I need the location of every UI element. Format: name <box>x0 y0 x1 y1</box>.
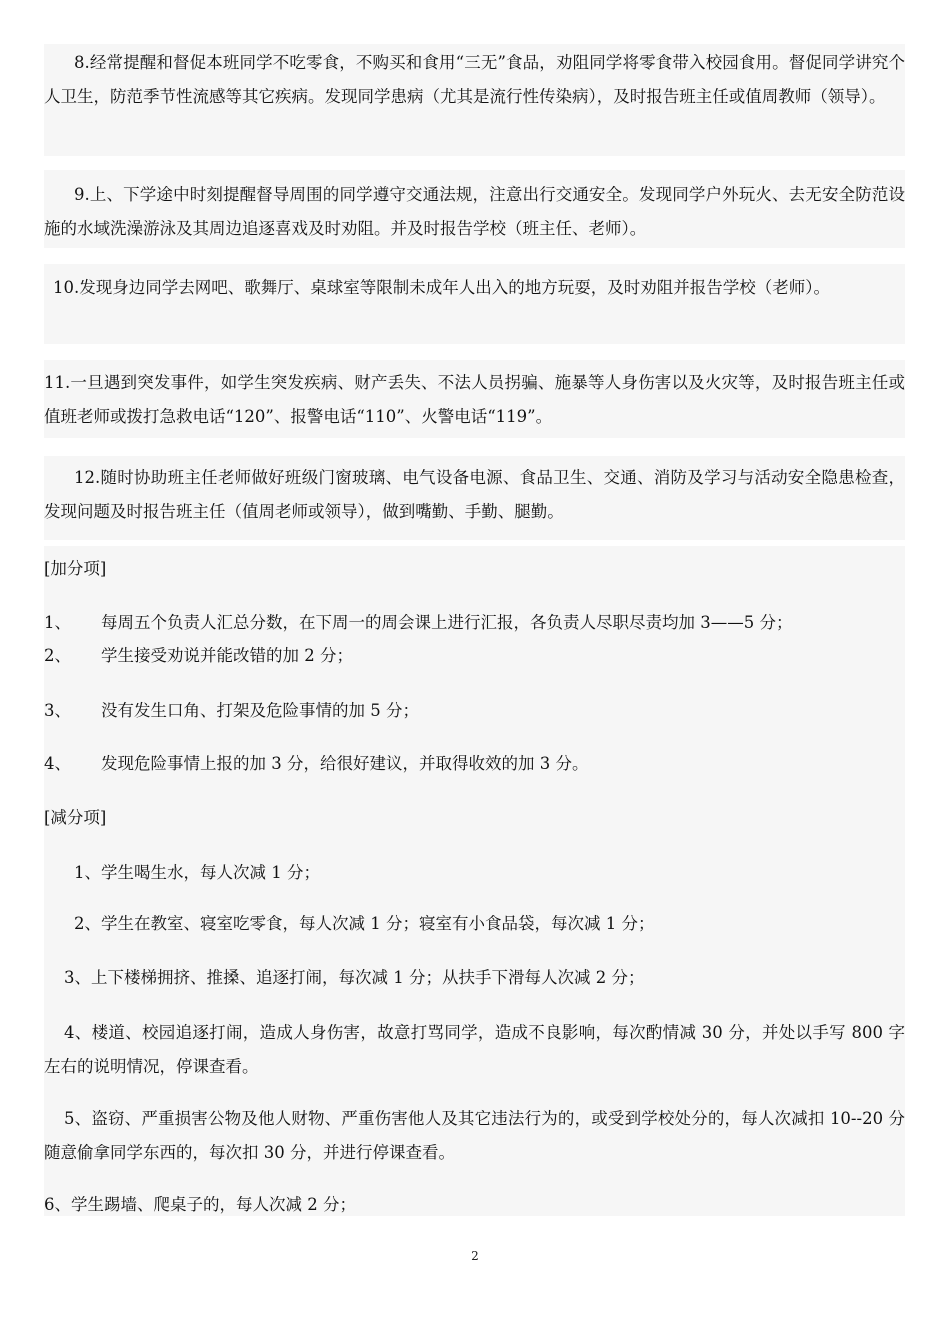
bonus-heading: [加分项] <box>44 559 107 578</box>
bonus-item-number: 1、 <box>44 613 71 632</box>
penalty-item: 2、学生在教室、寝室吃零食，每人次减 1 分；寝室有小食品袋，每次减 1 分； <box>74 914 655 933</box>
penalty-item: 5、盗窃、严重损害公物及他人财物、严重伤害他人及其它违法行为的，或受到学校处分的，每人次减扣 10--20 分随意偷拿同学东西的，每次扣 30 分，并进行停课查看。 <box>44 1109 905 1162</box>
bonus-item <box>44 747 905 781</box>
bonus-item-text: 发现危险事情上报的加 3 分，给很好建议，并取得收效的加 3 分。 <box>101 754 589 773</box>
bonus-item <box>44 694 905 728</box>
bonus-item-number: 4、 <box>44 754 71 773</box>
penalty-item: 6、学生踢墙、爬桌子的，每人次减 2 分； <box>44 1195 356 1214</box>
paragraph-9: 9.上、下学途中时刻提醒督导周围的同学遵守交通法规，注意出行交通安全。发现同学户外玩火、去无安全防范设施的水域洗澡游泳及其周边追逐喜戏及时劝阻。并及时报告学校（班主任、老师）。 <box>44 185 905 238</box>
bonus-item-text: 没有发生口角、打架及危险事情的加 5 分； <box>101 701 419 720</box>
paragraph-8: 8.经常提醒和督促本班同学不吃零食，不购买和食用“三无”食品，劝阻同学将零食带入校园食用。督促同学讲究个人卫生，防范季节性流感等其它疾病。发现同学患病（尤其是流行性传染病），及时报告班主任或值周教师（领导）。 <box>44 53 905 106</box>
penalty-heading: [减分项] <box>44 808 107 827</box>
page-number: 2 <box>471 1249 479 1263</box>
bonus-item-text: 每周五个负责人汇总分数，在下周一的周会课上进行汇报，各负责人尽职尽责均加 3——5 分； <box>101 613 793 632</box>
bonus-item <box>44 606 905 640</box>
bonus-item-number: 3、 <box>44 701 71 720</box>
paragraph-10: 10.发现身边同学去网吧、歌舞厅、桌球室等限制未成年人出入的地方玩耍，及时劝阻并报告学校（老师）。 <box>53 278 830 297</box>
bonus-item-text: 学生接受劝说并能改错的加 2 分； <box>101 646 353 665</box>
penalty-item: 3、上下楼梯拥挤、推搡、追逐打闹，每次减 1 分；从扶手下滑每人次减 2 分； <box>64 968 645 987</box>
penalty-item: 1、学生喝生水，每人次减 1 分； <box>74 863 320 882</box>
bonus-item-number: 2、 <box>44 646 71 665</box>
bonus-item <box>44 639 905 673</box>
paragraph-11: 11.一旦遇到突发事件，如学生突发疾病、财产丢失、不法人员拐骗、施暴等人身伤害以及火灾等，及时报告班主任或值班老师或拨打急救电话“120”、报警电话“110”、火警电话“119”。 <box>44 373 905 426</box>
paragraph-12: 12.随时协助班主任老师做好班级门窗玻璃、电气设备电源、食品卫生、交通、消防及学习与活动安全隐患检查，发现问题及时报告班主任（值周老师或领导），做到嘴勤、手勤、腿勤。 <box>44 468 905 521</box>
penalty-item: 4、楼道、校园追逐打闹，造成人身伤害，故意打骂同学，造成不良影响，每次酌情减 30 分，并处以手写 800 字左右的说明情况，停课查看。 <box>44 1023 905 1076</box>
